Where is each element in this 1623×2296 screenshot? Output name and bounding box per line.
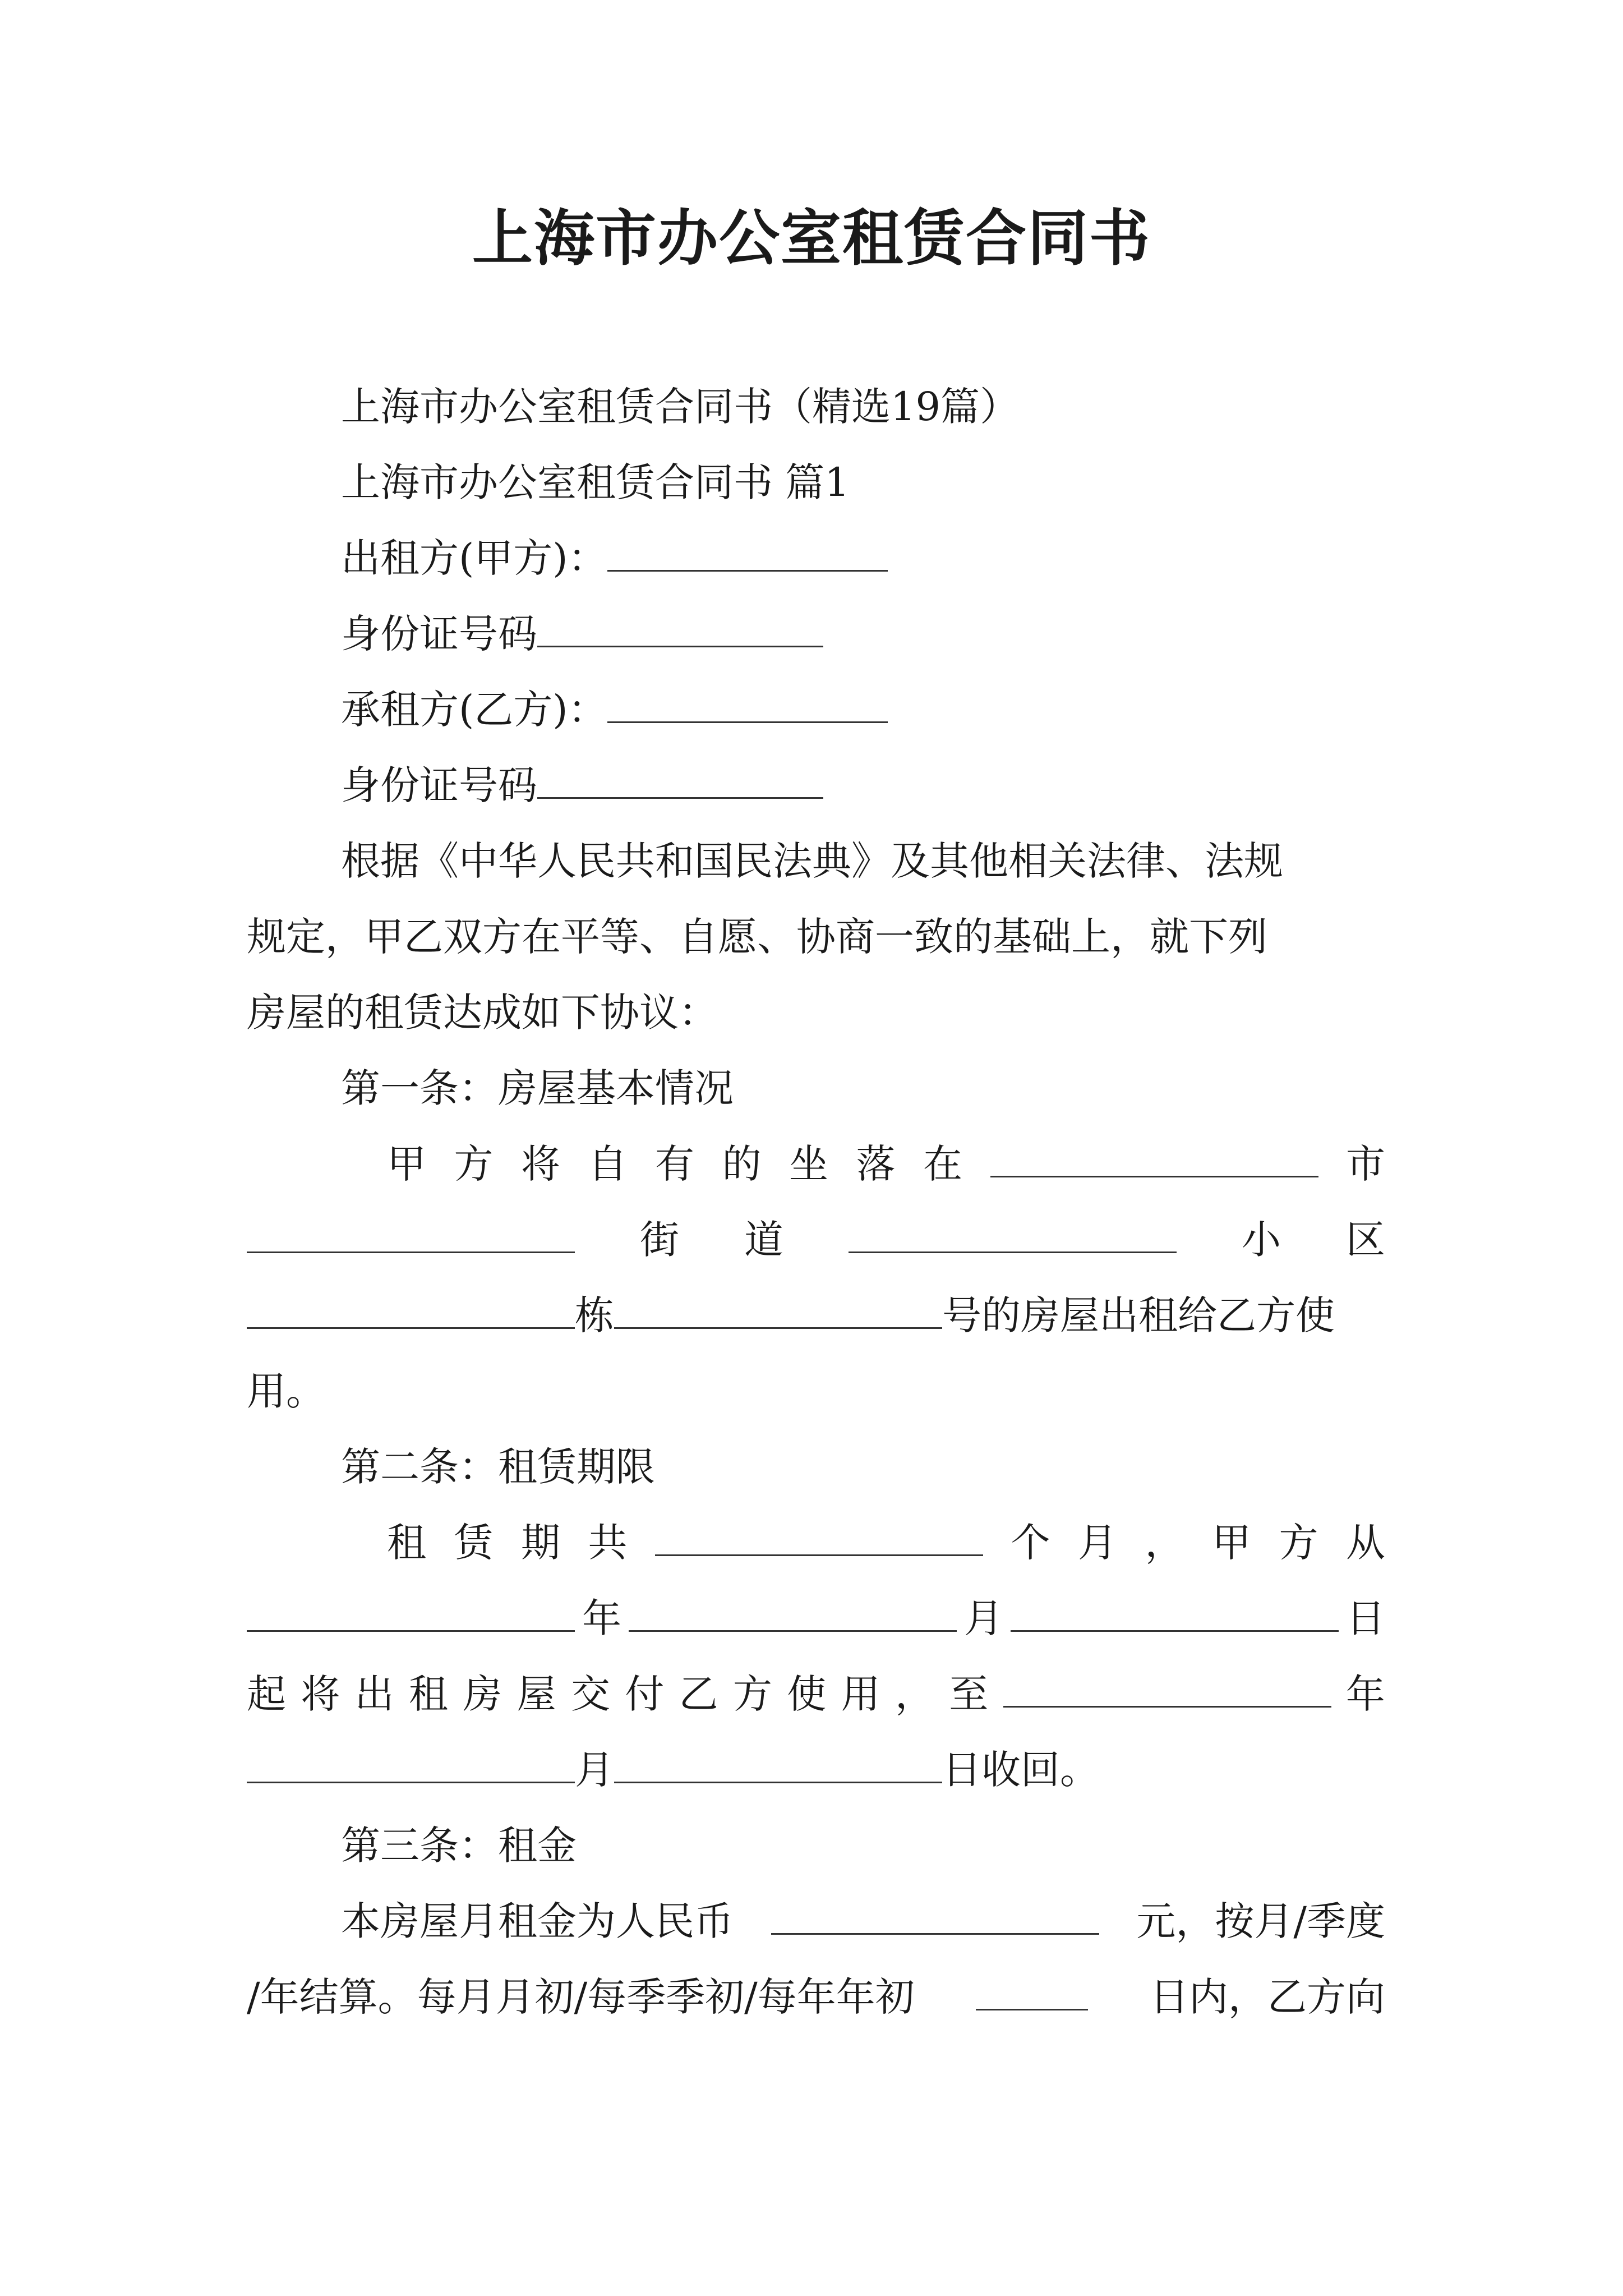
rent-amount-blank[interactable] (771, 1898, 1099, 1935)
a2-char: 租 (408, 1671, 448, 1717)
day-label: 日 (1346, 1595, 1385, 1641)
section-title: 上海市办公室租赁合同书 篇1 (341, 459, 850, 505)
article1-line-3-end: 号的房屋出租给乙方使 (942, 1292, 1335, 1338)
a1-char: 落 (856, 1141, 896, 1187)
end-year-label: 年 (1345, 1671, 1385, 1717)
end-day-blank[interactable] (614, 1747, 942, 1783)
community-blank[interactable] (849, 1217, 1177, 1253)
number-blank[interactable] (614, 1292, 942, 1329)
a2-char: ， (895, 1671, 934, 1717)
id-label-2: 身份证号码 (341, 762, 537, 808)
street-char: 街 (640, 1217, 679, 1263)
a1-char: 有 (655, 1141, 694, 1187)
a2-char: 赁 (454, 1520, 494, 1566)
building-blank[interactable] (247, 1292, 575, 1329)
a2-char: 方 (1279, 1520, 1318, 1566)
year-label: 年 (582, 1595, 621, 1641)
lessor-line (247, 530, 1385, 586)
a2-char: 个 (1011, 1520, 1050, 1566)
city-label: 市 (1346, 1141, 1385, 1187)
intro-line-3: 房屋的租赁达成如下协议： (247, 990, 718, 1036)
rent-label: 本房屋月租金为人民币 (341, 1898, 734, 1944)
community-char: 小 (1242, 1217, 1281, 1263)
article2-line-1 (247, 1515, 1385, 1571)
lessee-label: 承租方(乙方)： (341, 687, 607, 733)
article2-heading: 第二条：租赁期限 (341, 1444, 655, 1490)
months-blank[interactable] (655, 1520, 983, 1556)
a1-char: 的 (722, 1141, 762, 1187)
a1-char: 在 (923, 1141, 962, 1187)
settlement-text: /年结算。每月月初/每季季初/每年年初 (247, 1974, 915, 2020)
a2-char: 房 (463, 1671, 502, 1717)
a2-char: 方 (732, 1671, 772, 1717)
a1-char: 甲 (387, 1141, 426, 1187)
a2-char: 屋 (517, 1671, 556, 1717)
article1-line-3 (247, 1287, 1385, 1343)
collection-title: 上海市办公室租赁合同书（精选19篇） (341, 384, 1020, 430)
article3-heading: 第三条：租金 (341, 1823, 577, 1869)
end-year-blank[interactable] (1003, 1671, 1331, 1708)
building-label: 栋 (575, 1292, 614, 1338)
article1-line-1 (247, 1136, 1385, 1192)
a2-char: 用 (841, 1671, 880, 1717)
a2-char: 起 (247, 1671, 286, 1717)
lessor-blank[interactable] (607, 535, 888, 572)
id-blank-1[interactable] (537, 611, 823, 647)
settlement-end: 日内，乙方向 (1149, 1974, 1385, 2020)
document-title: 上海市办公室租赁合同书 (472, 203, 1151, 274)
start-year-blank[interactable] (247, 1595, 575, 1632)
a2-char: 将 (301, 1671, 340, 1717)
a1-char: 方 (454, 1141, 494, 1187)
lessee-line (247, 682, 1385, 738)
article1-line-2 (247, 1212, 1385, 1268)
community-char: 区 (1346, 1217, 1385, 1263)
start-day-blank[interactable] (1011, 1595, 1339, 1632)
start-month-blank[interactable] (629, 1595, 957, 1632)
end-month-blank[interactable] (247, 1747, 575, 1783)
intro-line-1: 根据《中华人民共和国民法典》及其他相关法律、法规 (341, 838, 1283, 884)
id-line-2 (247, 757, 1385, 813)
street-char: 道 (744, 1217, 783, 1263)
lessee-blank[interactable] (607, 687, 888, 723)
lessor-label: 出租方(甲方)： (341, 535, 607, 581)
a2-char: 共 (588, 1520, 628, 1566)
a2-char: 租 (387, 1520, 426, 1566)
a1-char: 坐 (789, 1141, 828, 1187)
end-month-label: 月 (575, 1747, 614, 1793)
month-label: 月 (964, 1595, 1003, 1641)
rent-period: 元，按月/季度 (1136, 1898, 1385, 1944)
id-label-1: 身份证号码 (341, 611, 537, 657)
a2-char: 从 (1346, 1520, 1385, 1566)
article2-line-2 (247, 1590, 1385, 1646)
a2-char: 甲 (1212, 1520, 1251, 1566)
a2-char: 期 (521, 1520, 560, 1566)
id-line-1 (247, 606, 1385, 662)
intro-line-2: 规定，甲乙双方在平等、自愿、协商一致的基础上，就下列 (247, 914, 1267, 960)
a1-char: 将 (521, 1141, 560, 1187)
article1-heading: 第一条：房屋基本情况 (341, 1065, 734, 1111)
article3-line-1 (247, 1893, 1385, 1949)
id-blank-2[interactable] (537, 762, 823, 799)
a2-char: 至 (949, 1671, 989, 1717)
a2-char: 月 (1078, 1520, 1117, 1566)
city-blank[interactable] (990, 1141, 1318, 1177)
end-day-label: 日收回。 (942, 1747, 1099, 1793)
a1-char: 自 (588, 1141, 628, 1187)
article3-line-2 (247, 1969, 1385, 2025)
a2-char: 使 (787, 1671, 827, 1717)
a2-char: 出 (354, 1671, 394, 1717)
a2-char: ， (1145, 1520, 1184, 1566)
article2-line-3 (247, 1666, 1385, 1722)
payment-days-blank[interactable] (976, 1974, 1088, 2010)
article1-line-4: 用。 (247, 1368, 325, 1414)
a2-char: 付 (625, 1671, 665, 1717)
street-blank[interactable] (247, 1217, 575, 1253)
a2-char: 乙 (679, 1671, 718, 1717)
article2-line-4 (247, 1742, 1385, 1798)
a2-char: 交 (570, 1671, 610, 1717)
